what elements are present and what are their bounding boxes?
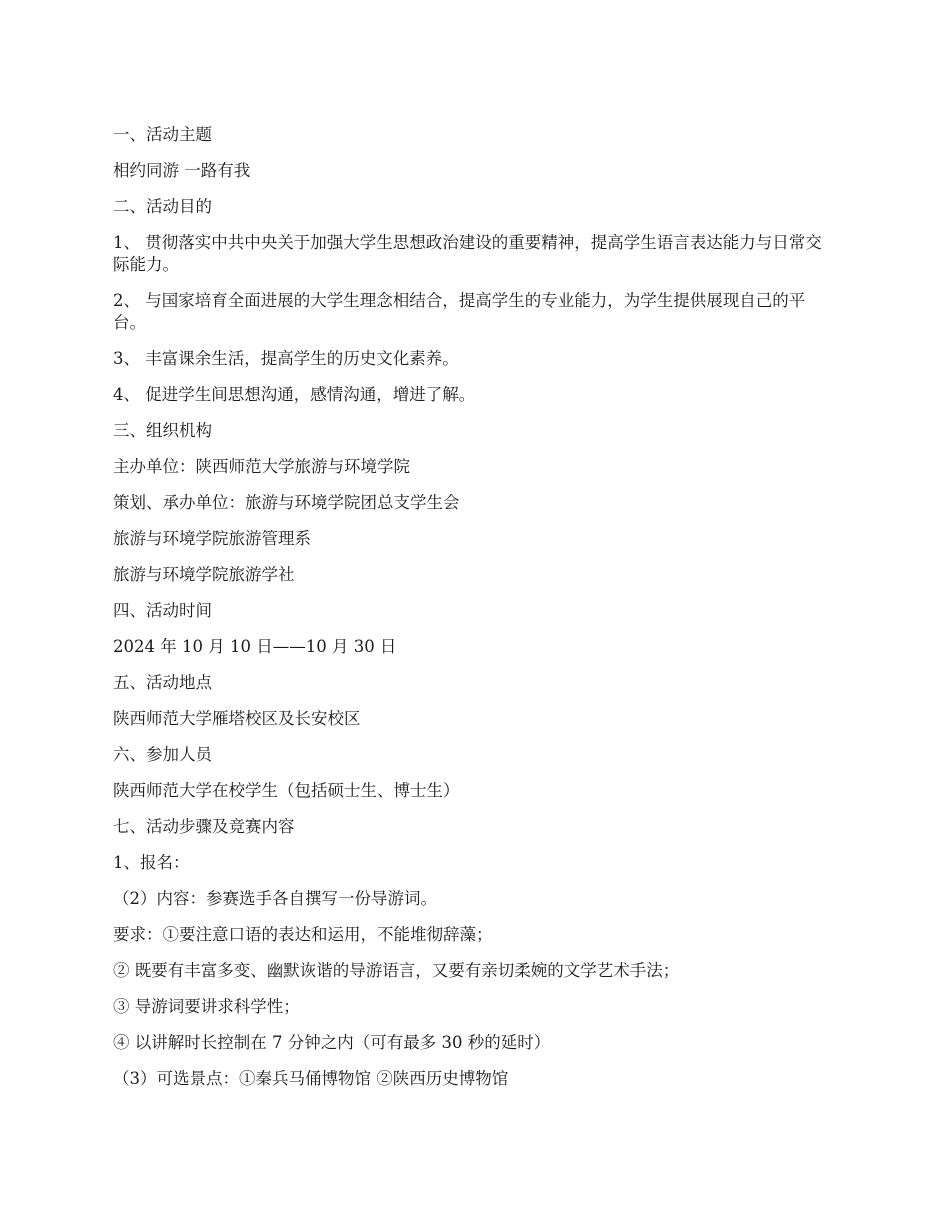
optional-sites: （3）可选景点：①秦兵马俑博物馆 ②陕西历史博物馆 bbox=[113, 1069, 509, 1088]
purpose-item-2: 2、 与国家培育全面进展的大学生理念相结合，提高学生的专业能力，为学生提供展现自己的平台。 bbox=[113, 291, 806, 332]
heading-activity-purpose: 二、活动目的 bbox=[113, 197, 212, 216]
step-registration: 1、报名： bbox=[113, 853, 190, 872]
participants-text: 陕西师范大学在校学生（包括硕士生、博士生） bbox=[113, 781, 460, 800]
heading-activity-time: 四、活动时间 bbox=[113, 601, 212, 620]
co-organizer-club: 旅游与环境学院旅游学社 bbox=[113, 565, 295, 584]
heading-activity-location: 五、活动地点 bbox=[113, 673, 212, 692]
heading-participants: 六、参加人员 bbox=[113, 745, 212, 764]
heading-organization: 三、组织机构 bbox=[113, 421, 212, 440]
document-page bbox=[113, 124, 838, 1104]
activity-theme-text: 相约同游 一路有我 bbox=[113, 161, 251, 180]
heading-activity-theme: 一、活动主题 bbox=[113, 125, 212, 144]
heading-steps-content: 七、活动步骤及竞赛内容 bbox=[113, 817, 295, 836]
purpose-item-4: 4、 促进学生间思想沟通，感情沟通，增进了解。 bbox=[113, 385, 476, 404]
organizer-text: 主办单位：陕西师范大学旅游与环境学院 bbox=[113, 457, 410, 476]
purpose-item-1: 1、 贯彻落实中共中央关于加强大学生思想政治建设的重要精神，提高学生语言表达能力与日常交际能力。 bbox=[113, 233, 822, 274]
content-requirement: （2）内容：参赛选手各自撰写一份导游词。 bbox=[113, 889, 437, 908]
activity-location-text: 陕西师范大学雁塔校区及长安校区 bbox=[113, 709, 361, 728]
purpose-item-3: 3、 丰富课余生活，提高学生的历史文化素养。 bbox=[113, 349, 459, 368]
co-organizer-dept: 旅游与环境学院旅游管理系 bbox=[113, 529, 311, 548]
requirement-3: ③ 导游词要讲求科学性； bbox=[113, 997, 300, 1016]
activity-time-text: 2024 年 10 月 10 日——10 月 30 日 bbox=[113, 637, 397, 656]
requirement-4: ④ 以讲解时长控制在 7 分钟之内（可有最多 30 秒的延时） bbox=[113, 1033, 551, 1052]
requirement-1: 要求：①要注意口语的表达和运用，不能堆彻辞藻； bbox=[113, 925, 493, 944]
co-organizer-text: 策划、承办单位：旅游与环境学院团总支学生会 bbox=[113, 493, 460, 512]
requirement-2: ② 既要有丰富多变、幽默诙谐的导游语言，又要有亲切柔婉的文学艺术手法； bbox=[113, 961, 680, 980]
